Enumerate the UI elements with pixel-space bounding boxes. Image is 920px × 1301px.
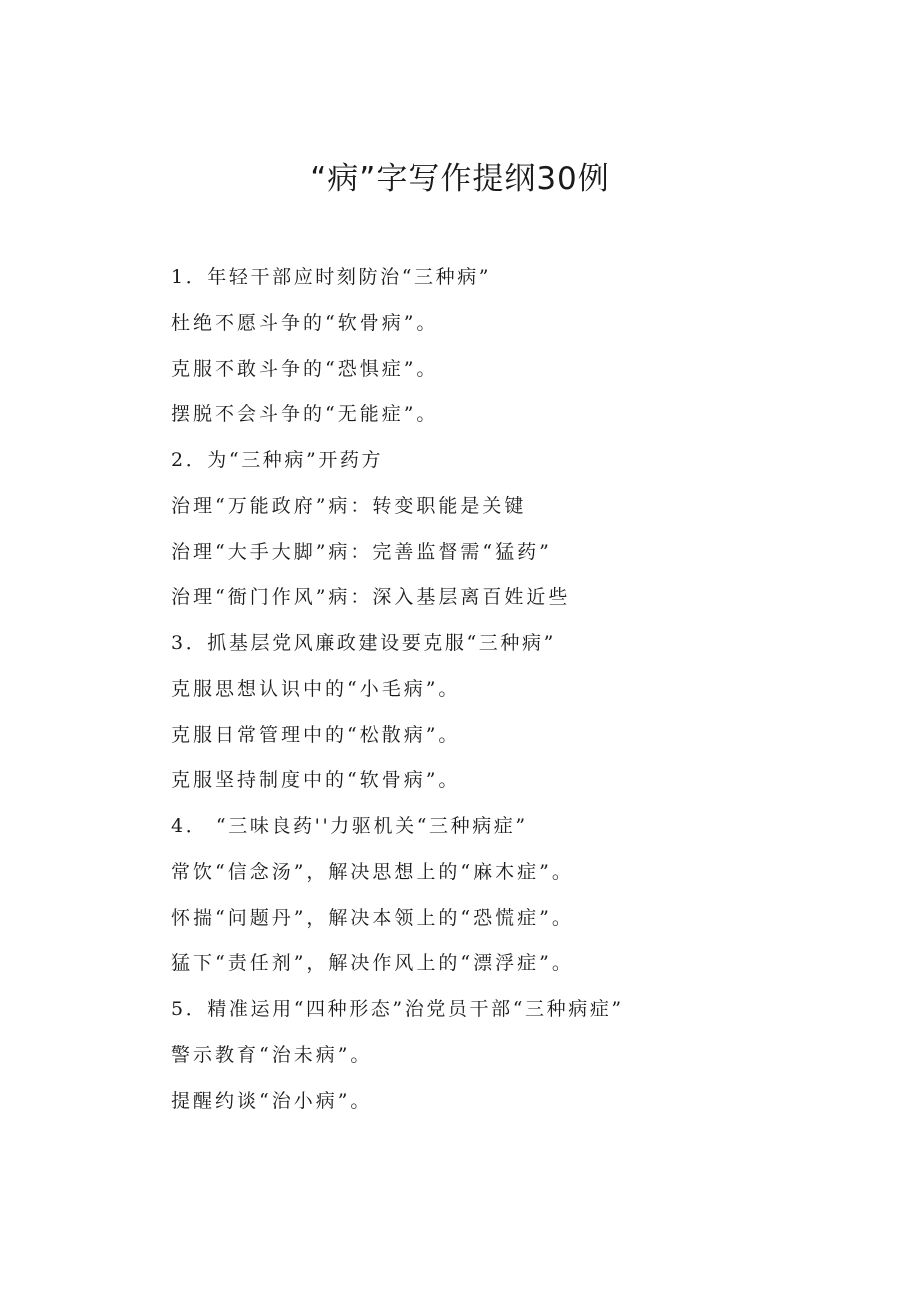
- document-title: “病”字写作提纲30例: [310, 161, 610, 197]
- outline-item: 提醒约谈“治小病”。: [171, 1089, 373, 1112]
- outline-item: 克服日常管理中的“松散病”。: [171, 723, 461, 746]
- outline-item: 治理“衙门作风”病：深入基层离百姓近些: [171, 586, 571, 609]
- section-heading-4: 4． “三味良药''力驱机关“三种病症”: [171, 815, 528, 837]
- outline-item: 治理“大手大脚”病：完善监督需“猛药”: [171, 540, 552, 563]
- section-heading-3: 3．抓基层党风廉政建设要克服“三种病”: [171, 632, 556, 654]
- outline-body: [171, 258, 871, 1127]
- outline-item: 常饮“信念汤”，解决思想上的“麻木症”。: [171, 860, 574, 883]
- outline-item: 杜绝不愿斗争的“软骨病”。: [171, 311, 439, 334]
- outline-item: 摆脱不会斗争的“无能症”。: [171, 403, 439, 426]
- outline-item: 治理“万能政府”病：转变职能是关键: [171, 494, 527, 517]
- section-heading-1: 1．年轻干部应时刻防治“三种病”: [171, 266, 492, 288]
- outline-item: 怀揣“问题丹”，解决本领上的“恐慌症”。: [171, 906, 574, 929]
- outline-item: 警示教育“治未病”。: [171, 1043, 373, 1066]
- section-heading-2: 2．为“三种病”开药方: [171, 449, 384, 471]
- outline-item: 猛下“责任剂”，解决作风上的“漂浮症”。: [171, 952, 574, 975]
- outline-item: 克服思想认识中的“小毛病”。: [171, 677, 461, 700]
- section-heading-5: 5．精准运用“四种形态”治党员干部“三种病症”: [171, 998, 624, 1020]
- outline-item: 克服不敢斗争的“恐惧症”。: [171, 357, 439, 380]
- outline-item: 克服坚持制度中的“软骨病”。: [171, 769, 461, 792]
